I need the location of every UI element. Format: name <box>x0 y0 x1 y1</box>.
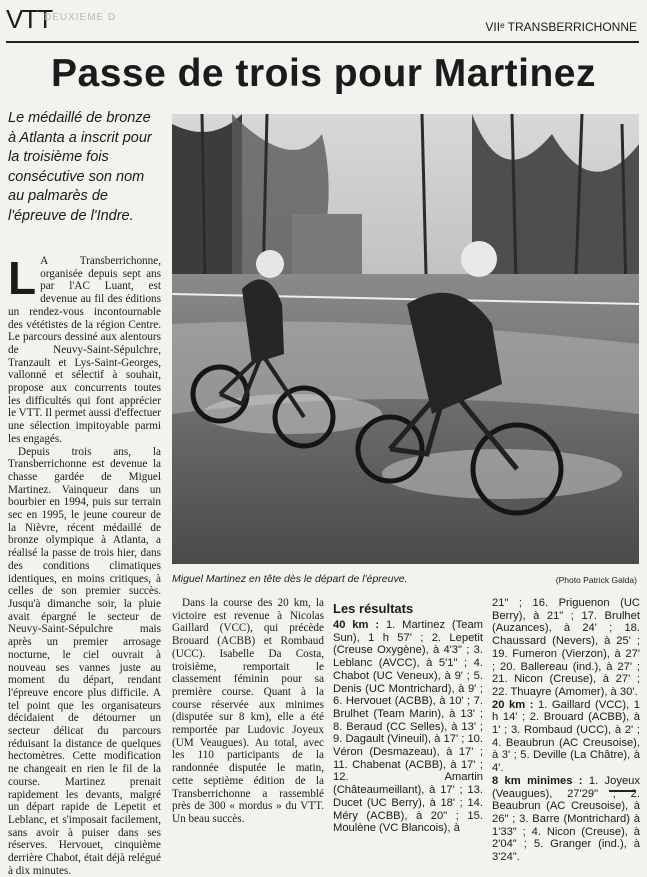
results-title: Les résultats <box>333 601 414 616</box>
paragraph-3: Dans la course des 20 km, la victoire est revenue à Nicolas Gaillard (VCC), qui précède Brouard (ACBB) et Rombaud (UCC). Isabelle Da Costa, troisième, remportait le classement féminin pour sa première course. Quant à la course réservée aux minimes (disputée sur 8 km), elle a été remportée par Ludovic Joyeux (UM Veaugues). Au total, avec les 110 participants de la randonnée disputée le matin, cette septième édition de la Transberrichonne a rassemblé près de 300 « mordus » du VTT. Un beau succès. <box>172 597 324 825</box>
results-column-2 <box>492 597 640 864</box>
results-40km-label: 40 km : <box>333 619 380 631</box>
race-photo <box>172 114 639 564</box>
section-rubric: VTT <box>6 4 53 34</box>
article-body-middle <box>172 597 324 825</box>
race-photo-image <box>172 114 639 564</box>
results-20km-label: 20 km : <box>492 698 534 711</box>
photo-credit: (Photo Patrick Galda) <box>555 575 637 585</box>
results-40km-continued: 21" ; 16. Priguenon (UC Berry), à 21" ; 17. Brulhet (Auzances), à 24' ; 18. Chaussard (Nevers), à 25' ; 19. Fumeron (Vierzon), à 27' ; 20. Ballereau (ind.), à 27' ; 21. Nicon (Creuse), à 27' ; 22. Thuayre (Amomer), à 30'. <box>492 597 640 698</box>
results-40km: 1. Martinez (Team Sun), 1 h 57' ; 2. Lepetit (Creuse Oxygène), à 4'3" ; 3. Leblanc (AVCC), à 5'1" ; 4. Chabot (UC Veneux), à 9' ; 5. Denis (UC Montrichard), à 9' ; 6. Hervouet (ACBB), à 10' ; 7. Brulhet (Team Marin), à 13' ; 8. Beraud (CC Selles), à 13' ; 9. Dagault (Vineuil), à 17' ; 10. Véron (Desmazeau), à 17' ; 11. Chabenat (ACBB), à 17' ; 12. Amartin (Châteaumeillant), à 17' ; 13. Ducet (UC Berry), à 18' ; 14. Méry (ACBB), à 20" ; 15. Moulène (VC Blancois), à <box>333 619 483 835</box>
lead-paragraph: Le médaillé de bronze à Atlanta a inscrit pour la troisième fois consécutive son nom au palmarès de l'épreuve de l'Indre. <box>8 110 152 224</box>
article-body-left <box>8 252 161 877</box>
page-label: DEUXIEME D <box>44 12 117 23</box>
results-8km-label: 8 km minimes : <box>492 774 583 787</box>
header-rule <box>6 41 639 43</box>
drop-cap: L <box>8 252 37 304</box>
photo-caption: Miguel Martinez en tête dès le départ de l'épreuve. <box>172 573 408 585</box>
paragraph-1: A Transberrichonne, organisée depuis sept ans par l'AC Luant, est devenue au fil des éditions un rendez-vous incontournable des vététistes de la région Centre. Le parcours dessiné aux alentours de Neuvy-Saint-Sépulchre, Tranzault et Lys-Saint-Georges, vallonné et sélectif à souhait, propose aux concurrents toutes les difficultés qui font apprécier le VTT. Il permet aussi d'effectuer une sélection impitoyable parmi les engagés. <box>8 255 161 445</box>
event-rubric: VIIᵉ TRANSBERRICHONNE <box>485 20 637 34</box>
paragraph-2: Depuis trois ans, la Transberrichonne est devenue la chasse gardée de Miguel Martinez. Vainqueur dans un bourbier en 1994, puis sur terrain sec en 1995, le jeune coureur de la Nièvre, récent médaillé de bronze olympique à Atlanta, a réalisé la passe de trois hier, dans des conditions climatiques identiques, en moins critiques, à celles de son premier succès. Jusqu'à dimanche soir, la pluie avait épargné le secteur de Neuvy-Saint-Sépulchre mais après un premier arrosage nocturne, le ciel ouvrait à nouveau ses vannes juste au moment du départ, rendant l'épreuve encore plus difficile. A tel point que les organisateurs décidaient de détourner un secteur délicat du parcours réduisant la distance de quelques hectomètres. Cette modification ne changeait en rien le fil de la course. Martinez prenait rapidement les devants, malgré un départ rapide de Lepetit et Leblanc, et s'imposait facilement, sans avoir à puiser dans ses réserves. Hervouet, cinquième derrière Chabot, était déjà relégué à dix minutes. <box>8 445 161 877</box>
results-column-1 <box>333 619 483 835</box>
results-20km: 1. Gaillard (VCC), 1 h 14' ; 2. Brouard (ACBB), à 1' ; 3. Rombaud (UCC), à 2' ; 4. Beaubrun (AC Creusoise), à 3' ; 5. Deville (La Châtre), à 4'. <box>492 698 640 775</box>
headline: Passe de trois pour Martinez <box>51 52 596 95</box>
page-corner-mark <box>609 790 635 798</box>
results-8km: 1. Joyeux (Veaugues), 27'29" ; 2. Beaubrun (AC Creusoise), à 26" ; 3. Barre (Montrichard) à 1'33" ; 4. Nicon (Creuse), à 2'04" ; 5. Granger (ind.), à 3'24". <box>492 774 640 864</box>
